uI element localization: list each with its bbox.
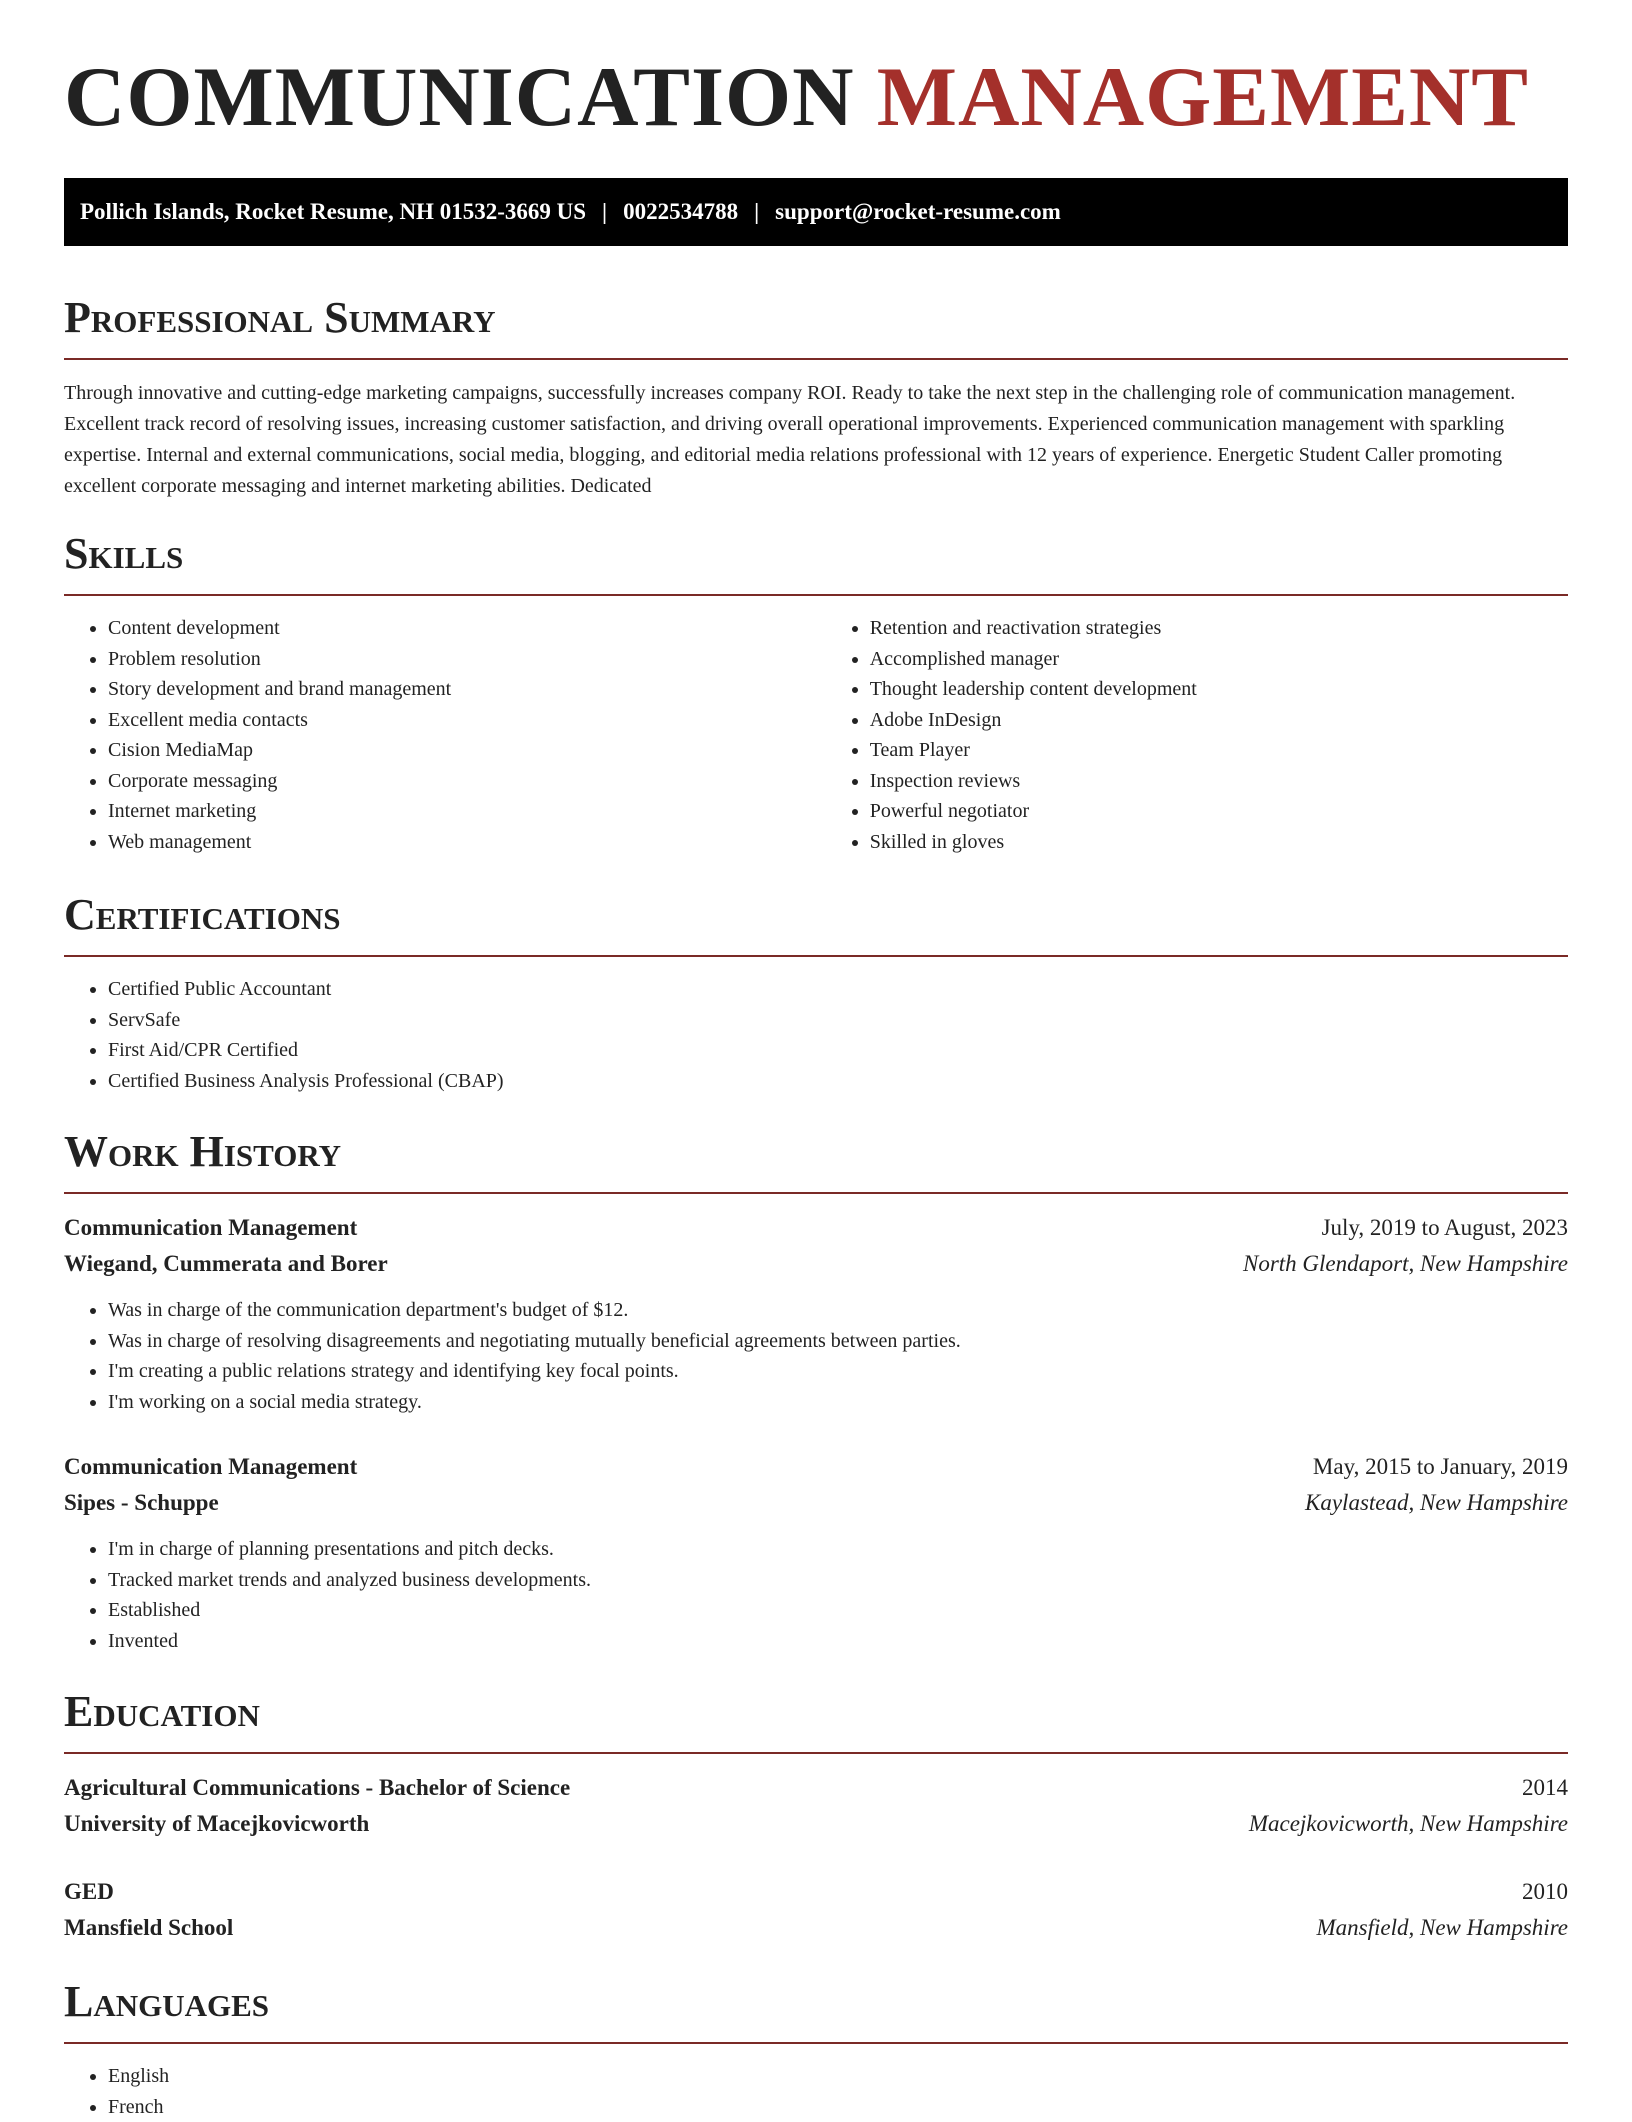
summary-text: Through innovative and cutting-edge marketing campaigns, successfully increases company ROI. Ready to take the next step in the challenging role of communication management. Excellent track record of resolving issues, increasing customer satisfaction, and driving overall operational improvements. Experienced communication management with sparkling expertise. Internal and external communications, social media, blogging, and editorial media relations professional with 12 years of experience. Energetic Student Caller promoting excellent corporate messaging and internet marketing abilities. Dedicated — [64, 378, 1568, 502]
education-subheader — [64, 1910, 1568, 1946]
education-entry — [64, 1770, 1568, 1842]
education-degree: Agricultural Communications - Bachelor of Science — [64, 1770, 570, 1806]
section-divider — [64, 358, 1568, 360]
list-item: • French — [108, 2092, 1568, 2122]
section-divider — [64, 2042, 1568, 2044]
section-heading: Education — [64, 1690, 1568, 1734]
summary-section — [64, 296, 1568, 502]
list-item: • Established — [108, 1595, 1568, 1626]
skills-list-left — [64, 613, 826, 857]
job-entry — [64, 1449, 1568, 1656]
list-item: • Web management — [108, 827, 826, 858]
education-school: Mansfield School — [64, 1910, 233, 1946]
list-item: • Content development — [108, 613, 826, 644]
list-item: • Retention and reactivation strategies — [870, 613, 1568, 644]
list-item: • Invented — [108, 1626, 1568, 1657]
skills-list-right — [826, 613, 1568, 857]
section-divider — [64, 1752, 1568, 1754]
contact-phone: 0022534788 — [623, 199, 738, 225]
list-item: • ServSafe — [108, 1005, 1568, 1036]
list-item: • Team Player — [870, 735, 1568, 766]
section-heading: Professional Summary — [64, 296, 1568, 340]
name-first: COMMUNICATION — [64, 50, 855, 144]
education-degree: GED — [64, 1874, 114, 1910]
job-location: Kaylastead, New Hampshire — [1305, 1485, 1568, 1521]
section-heading: Certifications — [64, 893, 1568, 937]
name-last: MANAGEMENT — [877, 50, 1529, 144]
list-item: • Excellent media contacts — [108, 705, 826, 736]
section-divider — [64, 955, 1568, 957]
list-item: • I'm working on a social media strategy. — [108, 1387, 1568, 1418]
list-item: • Powerful negotiator — [870, 796, 1568, 827]
section-heading: Work History — [64, 1130, 1568, 1174]
list-item: • Inspection reviews — [870, 766, 1568, 797]
education-school: University of Macejkovicworth — [64, 1806, 369, 1842]
certifications-list — [64, 974, 1568, 1096]
list-item: • Adobe InDesign — [870, 705, 1568, 736]
certifications-section — [64, 893, 1568, 1096]
job-dates: May, 2015 to January, 2019 — [1313, 1449, 1568, 1485]
skills-columns — [64, 596, 1568, 857]
contact-bar — [64, 178, 1568, 246]
contact-address: Pollich Islands, Rocket Resume, NH 01532-3669 US — [80, 199, 586, 225]
list-item: • Corporate messaging — [108, 766, 826, 797]
work-section — [64, 1130, 1568, 1656]
contact-separator: | — [754, 199, 759, 225]
resume-name — [64, 55, 1568, 140]
education-year: 2010 — [1522, 1874, 1568, 1910]
list-item: • English — [108, 2061, 1568, 2092]
section-heading: Languages — [64, 1980, 1568, 2024]
list-item: • Problem resolution — [108, 644, 826, 675]
job-duties — [64, 1534, 1568, 1656]
job-subheader — [64, 1485, 1568, 1521]
education-year: 2014 — [1522, 1770, 1568, 1806]
list-item: • I'm creating a public relations strategy and identifying key focal points. — [108, 1356, 1568, 1387]
job-dates: July, 2019 to August, 2023 — [1322, 1210, 1568, 1246]
job-entry — [64, 1210, 1568, 1417]
languages-section — [64, 1980, 1568, 2122]
languages-list — [64, 2061, 1568, 2122]
list-item: • First Aid/CPR Certified — [108, 1035, 1568, 1066]
job-duties — [64, 1295, 1568, 1417]
job-subheader — [64, 1246, 1568, 1282]
list-item: • Certified Business Analysis Professional (CBAP) — [108, 1066, 1568, 1097]
skills-section — [64, 532, 1568, 857]
list-item: • Certified Public Accountant — [108, 974, 1568, 1005]
job-header — [64, 1210, 1568, 1246]
contact-email[interactable]: support@rocket-resume.com — [775, 199, 1061, 225]
contact-separator: | — [602, 199, 607, 225]
list-item: • Story development and brand management — [108, 674, 826, 705]
list-item: • Skilled in gloves — [870, 827, 1568, 858]
list-item: • Cision MediaMap — [108, 735, 826, 766]
education-entry — [64, 1874, 1568, 1946]
list-item: • Tracked market trends and analyzed business developments. — [108, 1565, 1568, 1596]
list-item: • Accomplished manager — [870, 644, 1568, 675]
job-header — [64, 1449, 1568, 1485]
job-title: Communication Management — [64, 1210, 357, 1246]
resume-page — [64, 0, 1568, 2122]
list-item: • Internet marketing — [108, 796, 826, 827]
list-item: • Thought leadership content development — [870, 674, 1568, 705]
education-location: Mansfield, New Hampshire — [1317, 1910, 1569, 1946]
job-company: Sipes - Schuppe — [64, 1485, 219, 1521]
section-divider — [64, 1192, 1568, 1194]
list-item: • I'm in charge of planning presentations and pitch decks. — [108, 1534, 1568, 1565]
job-location: North Glendaport, New Hampshire — [1243, 1246, 1568, 1282]
section-heading: Skills — [64, 532, 1568, 576]
education-section — [64, 1690, 1568, 1946]
job-company: Wiegand, Cummerata and Borer — [64, 1246, 388, 1282]
education-header — [64, 1770, 1568, 1806]
education-header — [64, 1874, 1568, 1910]
education-subheader — [64, 1806, 1568, 1842]
job-title: Communication Management — [64, 1449, 357, 1485]
education-location: Macejkovicworth, New Hampshire — [1249, 1806, 1568, 1842]
list-item: • Was in charge of the communication department's budget of $12. — [108, 1295, 1568, 1326]
list-item: • Was in charge of resolving disagreements and negotiating mutually beneficial agreements between parties. — [108, 1326, 1568, 1357]
